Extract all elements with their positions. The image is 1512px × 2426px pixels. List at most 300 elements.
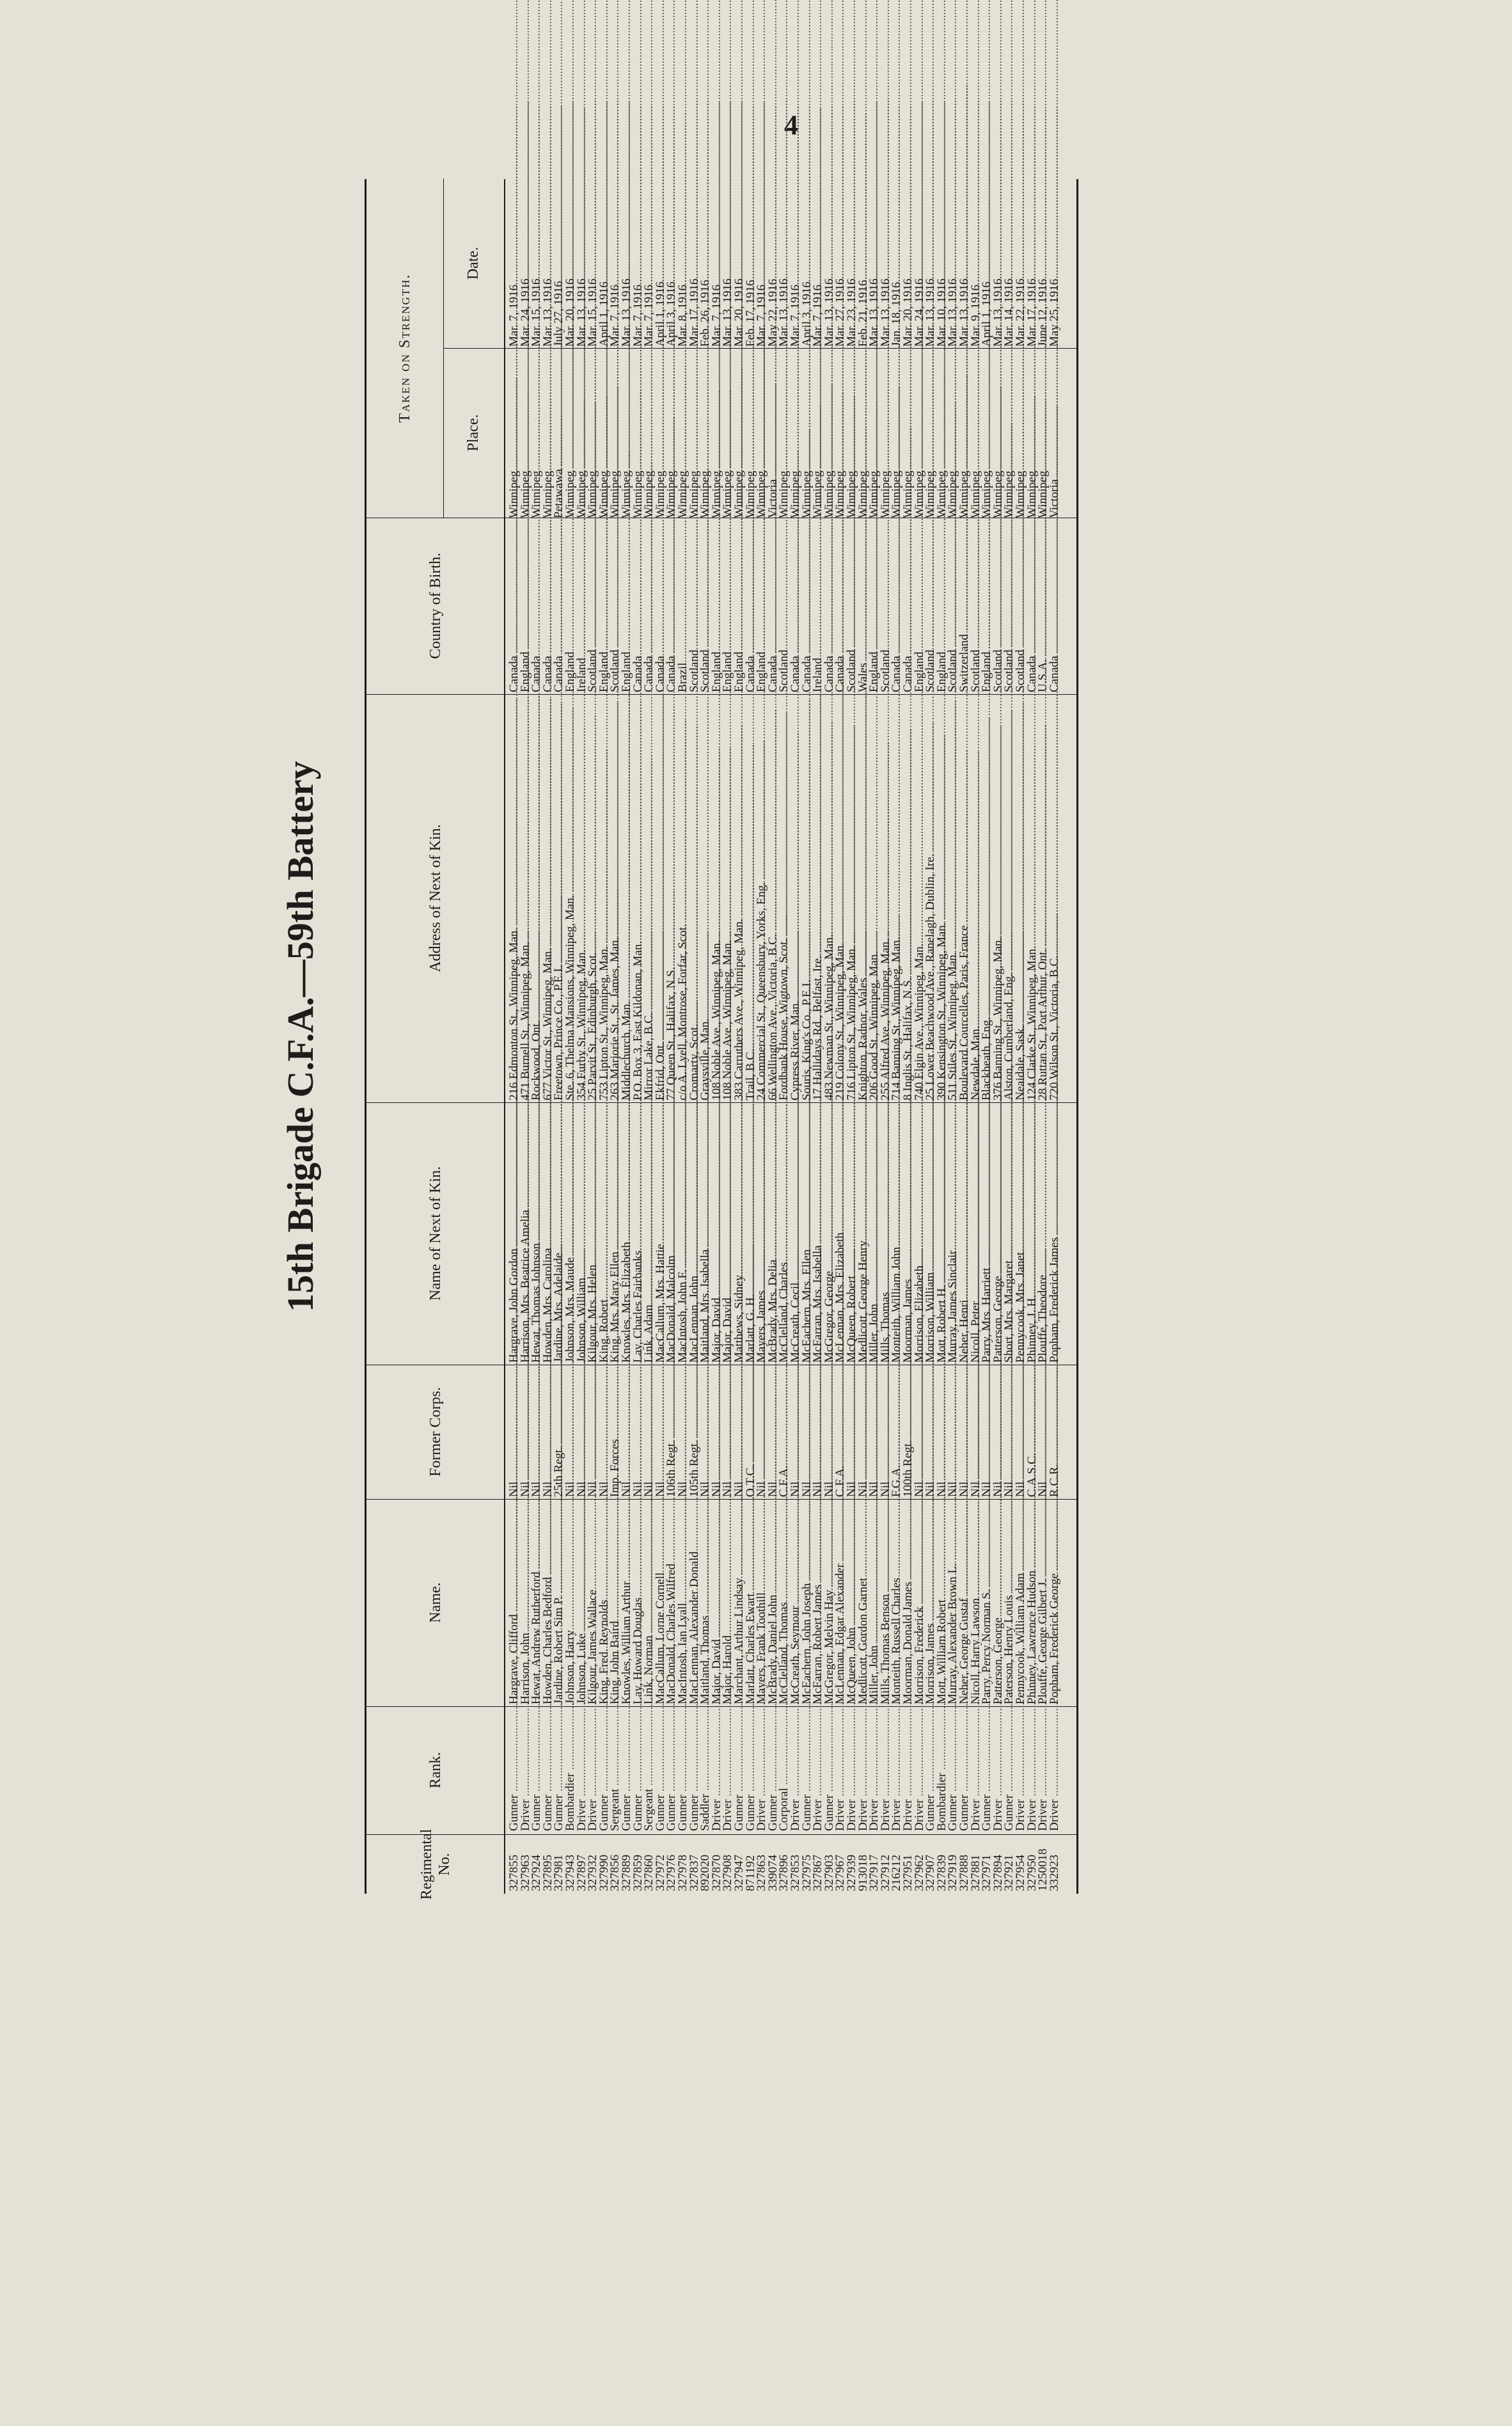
cell-rank: Driver ..... [1050, 1709, 1060, 1831]
cell-place: Winnipeg ..... [948, 353, 958, 518]
cell-former-corps: Nil ..... [847, 1368, 857, 1497]
cell-name: Neher, George Gustaf ..... [959, 1502, 970, 1704]
cell-next-of-kin-name: Moorman, James ..... [903, 1106, 913, 1363]
cell-regimental-no: 327863 [755, 1855, 769, 1891]
cell-name: Kilgour, James Wallace ..... [588, 1502, 598, 1704]
cell-country-of-birth: Canada ..... [644, 523, 654, 692]
cell-date: April 3, 1916 [799, 281, 814, 347]
page-title: 15th Brigade C.F.A.—59th Battery [280, 761, 321, 1312]
cell-next-of-kin-name: Neher, Henri ..... [959, 1106, 970, 1363]
cell-former-corps: Nil ..... [824, 1368, 835, 1497]
cell-former-corps: Nil ..... [565, 1368, 576, 1497]
cell-date: Mar. 13, 1916 [777, 278, 791, 347]
table-row [1027, 179, 1037, 1894]
cell-regimental-no: 327962 [912, 1855, 926, 1891]
cell-rank: Driver ..... [712, 1709, 722, 1831]
cell-country-of-birth: Scotland ..... [881, 523, 891, 692]
cell-country-of-birth: Brazil ..... [678, 523, 688, 692]
table-row [959, 179, 970, 1894]
cell-date: Mar. 27, 1916 [833, 278, 847, 347]
header-regimental-no: Regimental No. [418, 1828, 453, 1900]
cell-next-of-kin-name: Medlicott, George Henry ..... [858, 1106, 869, 1363]
table-row [700, 179, 711, 1894]
cell-next-of-kin-name: King, Mrs. Mary Ellen ..... [610, 1106, 620, 1363]
header-place: Place. [443, 348, 504, 518]
table-row [1004, 179, 1014, 1894]
cell-rank: Driver ..... [869, 1709, 879, 1831]
cell-country-of-birth: Scotland ..... [971, 523, 981, 692]
table-row [847, 179, 857, 1894]
cell-regimental-no: 913018 [856, 1855, 870, 1891]
cell-rank: Driver ..... [577, 1709, 587, 1831]
cell-rank: Saddler ..... [700, 1709, 711, 1831]
cell-regimental-no: 327856 [608, 1855, 622, 1891]
cell-date: Mar. 7, 1916 [811, 284, 825, 347]
cell-rank: Gunner ..... [633, 1709, 643, 1831]
cell-next-of-kin-address: 740 Elgin Ave., Winnipeg, Man. ..... [915, 697, 925, 1100]
cell-place: Winnipeg ..... [847, 353, 857, 518]
table-row [948, 179, 958, 1894]
cell-former-corps: Nil ..... [959, 1368, 970, 1497]
cell-name: MacLennan, Alexander Donald ..... [689, 1502, 700, 1704]
cell-next-of-kin-address: 108 Noble Ave., Winnipeg, Man. ..... [712, 697, 722, 1100]
cell-former-corps: Nil ..... [993, 1368, 1004, 1497]
table-row [588, 179, 598, 1894]
cell-next-of-kin-address: 108 Noble Ave., Winnipeg, Man. ..... [723, 697, 733, 1100]
cell-country-of-birth: Scotland ..... [1004, 523, 1014, 692]
cell-name: Popham, Frederick George ..... [1050, 1502, 1060, 1704]
cell-regimental-no: 327951 [901, 1855, 915, 1891]
cell-former-corps: Nil ..... [813, 1368, 823, 1497]
cell-country-of-birth: Canada ..... [666, 523, 677, 692]
cell-next-of-kin-address: Fordbank House, Wigtown, Scot. ..... [779, 697, 789, 1100]
cell-place: Winnipeg ..... [532, 353, 542, 518]
cell-regimental-no: 216212 [890, 1855, 904, 1891]
cell-next-of-kin-address: 720 Wilson St., Victoria, B.C. ..... [1050, 697, 1060, 1100]
cell-rank: Driver ..... [892, 1709, 902, 1831]
cell-place: Winnipeg ..... [678, 353, 688, 518]
table-row [689, 179, 700, 1894]
cell-place: Winnipeg ..... [1038, 353, 1048, 518]
header-next-of-kin-address: Address of Next of Kin. [366, 694, 504, 1103]
cell-rank: Gunner ..... [599, 1709, 610, 1831]
cell-next-of-kin-address: Trail, B.C. ..... [746, 697, 756, 1100]
cell-next-of-kin-name: Major, David ..... [723, 1106, 733, 1363]
cell-name: McGregor, Melvin Hay ..... [824, 1502, 835, 1704]
cell-place: Winnipeg ..... [599, 353, 610, 518]
rotated-register [269, 179, 1087, 1900]
cell-former-corps: Nil ..... [712, 1368, 722, 1497]
cell-regimental-no: 327907 [924, 1855, 938, 1891]
cell-former-corps: 25th Regt. ..... [554, 1368, 564, 1497]
cell-rank: Corporal ..... [779, 1709, 789, 1831]
cell-regimental-no: 327921 [1002, 1855, 1016, 1891]
cell-next-of-kin-address: 354 Furby St., Winnipeg, Man. ..... [577, 697, 587, 1100]
cell-name: McCreath, Seymour ..... [791, 1502, 801, 1704]
header-country-of-birth: Country of Birth. [366, 518, 504, 695]
cell-country-of-birth: Canada ..... [768, 523, 778, 692]
cell-regimental-no: 327837 [687, 1855, 701, 1891]
cell-country-of-birth: Canada ..... [554, 523, 564, 692]
cell-place: Winnipeg ..... [971, 353, 981, 518]
table-row [892, 179, 902, 1894]
cell-next-of-kin-name: Morrison, William ..... [925, 1106, 936, 1363]
cell-country-of-birth: England ..... [982, 523, 992, 692]
table-row [565, 179, 576, 1894]
cell-former-corps: Nil ..... [723, 1368, 733, 1497]
cell-regimental-no: 327917 [867, 1855, 881, 1891]
table-row [599, 179, 610, 1894]
cell-date: July 27, 1916 [552, 281, 566, 347]
cell-rank: Gunner ..... [824, 1709, 835, 1831]
cell-regimental-no: 1250018 [1036, 1848, 1050, 1891]
cell-date: Mar. 7, 1916 [631, 284, 645, 347]
cell-name: Medlicott, Gordon Garnet ..... [858, 1502, 869, 1704]
table-row [709, 179, 723, 1894]
cell-country-of-birth: Canada ..... [1027, 523, 1037, 692]
cell-next-of-kin-name: Kilgour, Mrs. Helen ..... [588, 1106, 598, 1363]
cell-next-of-kin-address: Ste. 6, Thelma Mansions, Winnipeg, Man. ..... [565, 697, 576, 1100]
cell-date: Mar. 7, 1916 [755, 284, 769, 347]
cell-place: Winnipeg ..... [1016, 353, 1026, 518]
cell-former-corps: Nil ..... [509, 1368, 519, 1497]
cell-next-of-kin-address: 28 Ruttan St., Port Arthur, Ont. ..... [1038, 697, 1048, 1100]
cell-date: Mar. 13, 1916 [991, 278, 1005, 347]
cell-name: Monteith, Russell Charles ..... [892, 1502, 902, 1704]
cell-rank: Driver ..... [971, 1709, 981, 1831]
cell-former-corps: Nil ..... [532, 1368, 542, 1497]
cell-name: MacIntosh, Ian Lyall ..... [678, 1502, 688, 1704]
cell-country-of-birth: Wales ..... [858, 523, 869, 692]
cell-regimental-no: 327888 [957, 1855, 971, 1891]
cell-country-of-birth: Scotland ..... [847, 523, 857, 692]
cell-former-corps: Nil ..... [1004, 1368, 1014, 1497]
cell-former-corps: Nil ..... [656, 1368, 666, 1497]
cell-next-of-kin-name: Nicoll, Peter ..... [971, 1106, 981, 1363]
cell-former-corps: Nil ..... [757, 1368, 767, 1497]
cell-regimental-no: 327954 [1014, 1855, 1027, 1891]
cell-date: Mar. 8, 1916 [676, 284, 689, 347]
cell-place: Winnipeg ..... [791, 353, 801, 518]
cell-former-corps: Nil ..... [768, 1368, 778, 1497]
cell-date: Mar. 15, 1916 [530, 278, 544, 347]
cell-next-of-kin-address: 24 Commercial St., Queensbury, Yorks, Eng. ..... [757, 697, 767, 1100]
header-taken-on-strength: Taken on Strength. [366, 178, 444, 518]
cell-name: Marlatt, Charles Ewart ..... [746, 1502, 756, 1704]
cell-place: Winnipeg ..... [565, 353, 576, 518]
cell-name: Johnson, Luke ..... [577, 1502, 587, 1704]
cell-place: Winnipeg ..... [993, 353, 1004, 518]
cell-former-corps: Nil ..... [948, 1368, 958, 1497]
cell-place: Winnipeg ..... [892, 353, 902, 518]
table-row [858, 179, 869, 1894]
cell-place: Winnipeg ..... [723, 353, 733, 518]
cell-name: MacCallum, Lorne Cornell ..... [656, 1502, 666, 1704]
table-row [574, 179, 588, 1894]
cell-next-of-kin-address: 716 Lipton St., Winnipeg, Man. ..... [847, 697, 857, 1100]
table-row [723, 179, 733, 1894]
cell-next-of-kin-address: Knighton, Radnor, Wales ..... [858, 697, 869, 1100]
cell-next-of-kin-name: Howden, Mrs. Carolina ..... [543, 1106, 553, 1363]
cell-name: Morrison, James ..... [925, 1502, 936, 1704]
table-row [779, 179, 789, 1894]
cell-next-of-kin-name: Murray, James Sinclair ..... [948, 1106, 958, 1363]
cell-next-of-kin-name: Mott, Robert H. ..... [937, 1106, 947, 1363]
cell-date: April 1, 1916 [597, 281, 611, 347]
table-row [666, 179, 677, 1894]
cell-date: Mar. 13, 1916 [540, 278, 555, 347]
cell-country-of-birth: Scotland ..... [779, 523, 789, 692]
cell-next-of-kin-address: 511 Stiles St., Winnipeg, Man. ..... [948, 697, 958, 1100]
cell-place: Victoria ..... [1050, 353, 1060, 518]
cell-former-corps: Nil ..... [678, 1368, 688, 1497]
cell-next-of-kin-name: McFarran, Mrs. Isabella ..... [813, 1106, 823, 1363]
cell-former-corps: 106th Regt. ..... [666, 1368, 677, 1497]
cell-next-of-kin-name: Johnson, William ..... [577, 1106, 587, 1363]
cell-country-of-birth: Ireland ..... [813, 523, 823, 692]
cell-rank: Gunner ..... [768, 1709, 778, 1831]
cell-country-of-birth: Scotland ..... [1016, 523, 1026, 692]
cell-name: Link, Norman ..... [644, 1502, 654, 1704]
cell-rank: Driver ..... [835, 1709, 846, 1831]
cell-place: Winnipeg ..... [734, 353, 744, 518]
table-row [532, 179, 542, 1894]
cell-place: Winnipeg ..... [915, 353, 925, 518]
cell-place: Petawawa ..... [554, 353, 564, 518]
cell-regimental-no: 327894 [991, 1855, 1005, 1891]
table-row [903, 179, 913, 1894]
cell-rank: Gunner ..... [689, 1709, 700, 1831]
cell-next-of-kin-address: 206 Good St., Winnipeg, Man. ..... [869, 697, 879, 1100]
cell-rank: Sergeant ..... [610, 1709, 620, 1831]
cell-rank: Gunner ..... [678, 1709, 688, 1831]
table-row [757, 179, 767, 1894]
cell-regimental-no: 327950 [1025, 1855, 1039, 1891]
table-row [622, 179, 632, 1894]
cell-next-of-kin-name: Phinney, J. H. ..... [1027, 1106, 1037, 1363]
table-row [768, 179, 778, 1894]
cell-regimental-no: 327976 [665, 1855, 679, 1891]
cell-country-of-birth: Scotland ..... [948, 523, 958, 692]
cell-country-of-birth: Ireland ..... [577, 523, 587, 692]
cell-date: Mar. 7, 1916 [642, 284, 656, 347]
cell-next-of-kin-address: 17 Hallidays Rd., Belfast, Ire. ..... [813, 697, 823, 1100]
cell-next-of-kin-name: Maitland, Mrs. Isabella ..... [700, 1106, 711, 1363]
cell-place: Winnipeg ..... [712, 353, 722, 518]
cell-country-of-birth: Canada ..... [824, 523, 835, 692]
cell-next-of-kin-name: Marlatt, G. H. ..... [746, 1106, 756, 1363]
cell-name: McLennan, Edgar Alexander ..... [835, 1502, 846, 1704]
cell-rank: Gunner ..... [532, 1709, 542, 1831]
cell-former-corps: Nil ..... [937, 1368, 947, 1497]
cell-next-of-kin-name: Hargrave, John Gordon ..... [509, 1106, 519, 1363]
cell-country-of-birth: Scotland ..... [588, 523, 598, 692]
cell-regimental-no: 327903 [822, 1855, 836, 1891]
cell-regimental-no: 327990 [597, 1855, 611, 1891]
cell-country-of-birth: Canada ..... [509, 523, 519, 692]
cell-next-of-kin-name: Mayers, James ..... [757, 1106, 767, 1363]
cell-next-of-kin-name: Lay, Charles Fairbanks ..... [633, 1106, 643, 1363]
cell-rank: Driver ..... [791, 1709, 801, 1831]
cell-next-of-kin-name: Popham, Frederick James ..... [1050, 1106, 1060, 1363]
table-body [504, 179, 1076, 1894]
cell-next-of-kin-name: MacDonald, Malcolm ..... [666, 1106, 677, 1363]
cell-date: Mar. 10, 1916 [934, 278, 949, 347]
cell-next-of-kin-address: 376 Banning St., Winnipeg, Man. ..... [993, 697, 1004, 1100]
table-header [366, 179, 505, 1900]
cell-place: Winnipeg ..... [1027, 353, 1037, 518]
cell-former-corps: 100th Regt. ..... [903, 1368, 913, 1497]
cell-next-of-kin-name: Matthews, Sidney ..... [734, 1106, 744, 1363]
cell-place: Winnipeg ..... [903, 353, 913, 518]
cell-next-of-kin-address: Middlechurch, Man. ..... [622, 697, 632, 1100]
cell-next-of-kin-name: Patterson, George ..... [993, 1106, 1004, 1363]
cell-place: Winnipeg ..... [622, 353, 632, 518]
cell-next-of-kin-address: P.O. Box 3, East Kildonan, Man. ..... [633, 697, 643, 1100]
cell-date: Mar. 15, 1916 [586, 278, 600, 347]
cell-date: Mar. 9, 1916 [968, 284, 982, 347]
cell-rank: Driver ..... [588, 1709, 598, 1831]
cell-name: Morrison, Frederick ..... [915, 1502, 925, 1704]
table-row [968, 179, 982, 1894]
cell-next-of-kin-address: Graysville, Man. ..... [700, 697, 711, 1100]
cell-name: Parry, Percy Norman S. ..... [982, 1502, 992, 1704]
cell-next-of-kin-address: 390 Kensington St., Winnipeg, Man. ..... [937, 697, 947, 1100]
cell-next-of-kin-name: McGregor, George ..... [824, 1106, 835, 1363]
cell-place: Winnipeg ..... [959, 353, 970, 518]
cell-date: Mar. 24, 1916 [518, 278, 532, 347]
cell-place: Winnipeg ..... [577, 353, 587, 518]
cell-former-corps: C.F.A. ..... [779, 1368, 789, 1497]
nominal-roll-table [365, 179, 1078, 1900]
table-row [925, 179, 936, 1894]
cell-rank: Driver ..... [1027, 1709, 1037, 1831]
cell-next-of-kin-address: c/o A. Lyell, Montrose, Forfar, Scot. ..... [678, 697, 688, 1100]
cell-next-of-kin-address: 25 Lower Beachwood Ave., Ranelagh, Dublin, Ire. ..... [925, 697, 936, 1100]
cell-place: Winnipeg ..... [543, 353, 553, 518]
cell-place: Winnipeg ..... [1004, 353, 1014, 518]
cell-rank: Gunner ..... [543, 1709, 553, 1831]
cell-former-corps: Nil ..... [802, 1368, 812, 1497]
cell-next-of-kin-name: Short, Mrs. Margaret ..... [1004, 1106, 1014, 1363]
cell-place: Winnipeg ..... [835, 353, 846, 518]
table-row [982, 179, 992, 1894]
cell-regimental-no: 327919 [946, 1855, 960, 1891]
cell-name: Phinney, Lawrence Hudson ..... [1027, 1502, 1037, 1704]
cell-date: Mar. 20, 1916 [563, 278, 577, 347]
cell-place: Winnipeg ..... [633, 353, 643, 518]
cell-next-of-kin-address: Mirror Lake, B.C. ..... [644, 697, 654, 1100]
cell-country-of-birth: Switzerland ..... [959, 523, 970, 692]
cell-regimental-no: 332923 [1047, 1855, 1061, 1891]
cell-place: Winnipeg ..... [824, 353, 835, 518]
cell-former-corps: Nil ..... [915, 1368, 925, 1497]
cell-regimental-no: 327860 [642, 1855, 656, 1891]
header-name: Name. [366, 1499, 504, 1707]
cell-regimental-no: 339074 [766, 1855, 780, 1891]
cell-former-corps: Nil ..... [925, 1368, 936, 1497]
cell-next-of-kin-address: 677 Victor St., Winnipeg, Man. ..... [543, 697, 553, 1100]
cell-place: Winnipeg ..... [802, 353, 812, 518]
cell-next-of-kin-name: Plouffe, Theodore ..... [1038, 1106, 1048, 1363]
cell-former-corps: Imp. Forces ..... [610, 1368, 620, 1497]
cell-place: Winnipeg ..... [982, 353, 992, 518]
table-row [644, 179, 654, 1894]
cell-former-corps: 105th Regt. ..... [689, 1368, 700, 1497]
cell-next-of-kin-address: 66 Wellington Ave., Victoria, B.C. ..... [768, 697, 778, 1100]
cell-next-of-kin-address: Newdale, Man. ..... [971, 697, 981, 1100]
cell-country-of-birth: Scotland ..... [610, 523, 620, 692]
cell-date: April 3, 1916 [665, 281, 679, 347]
cell-former-corps: Nil ..... [521, 1368, 531, 1497]
table-row [791, 179, 801, 1894]
cell-rank: Gunner ..... [622, 1709, 632, 1831]
cell-next-of-kin-name: McBrady, Mrs. Delia ..... [768, 1106, 778, 1363]
cell-next-of-kin-address: 216 Edmonton St., Winnipeg, Man. ..... [509, 697, 519, 1100]
cell-former-corps: Nil ..... [791, 1368, 801, 1497]
cell-date: Feb. 26, 1916 [698, 280, 713, 347]
table-row [934, 179, 949, 1894]
cell-rank: Gunner ..... [509, 1709, 519, 1831]
cell-former-corps: Nil ..... [599, 1368, 610, 1497]
cell-next-of-kin-name: MacLennan, John ..... [689, 1106, 700, 1363]
cell-date: Mar. 17, 1916 [687, 278, 701, 347]
cell-country-of-birth: U.S.A. ..... [1038, 523, 1048, 692]
cell-next-of-kin-address: 714 Banning St., Winnipeg, Man. ..... [892, 697, 902, 1100]
cell-name: McBrady, Daniel John ..... [768, 1502, 778, 1704]
cell-next-of-kin-name: McClelland, Charles ..... [779, 1106, 789, 1363]
cell-place: Winnipeg ..... [858, 353, 869, 518]
cell-rank: Driver ..... [993, 1709, 1004, 1831]
cell-place: Winnipeg ..... [779, 353, 789, 518]
cell-next-of-kin-address: Ekfrid, Ont. ..... [656, 697, 666, 1100]
cell-name: Howden, Charles Bedford ..... [543, 1502, 553, 1704]
table-row [993, 179, 1004, 1894]
table-row [743, 179, 757, 1894]
cell-country-of-birth: Scotland ..... [993, 523, 1004, 692]
cell-date: Mar. 20, 1916 [732, 278, 746, 347]
cell-date: April 1, 1916 [653, 281, 667, 347]
cell-former-corps: Nil ..... [881, 1368, 891, 1497]
cell-rank: Gunner ..... [1004, 1709, 1014, 1831]
cell-regimental-no: 327971 [980, 1855, 994, 1891]
cell-next-of-kin-address: 8 Inglis St., Halifax, N.S. ..... [903, 697, 913, 1100]
cell-date: Mar. 20, 1916 [901, 278, 915, 347]
table-row [869, 179, 879, 1894]
cell-former-corps: Nil ..... [858, 1368, 869, 1497]
cell-next-of-kin-name: Mills, Thomas ..... [881, 1106, 891, 1363]
cell-place: Winnipeg ..... [689, 353, 700, 518]
cell-date: Mar. 13, 1916 [946, 278, 960, 347]
cell-name: King, Fred. Reynolds ..... [599, 1502, 610, 1704]
cell-regimental-no: 327981 [552, 1855, 566, 1891]
cell-regimental-no: 327967 [833, 1855, 847, 1891]
cell-next-of-kin-address: Cromarty, Scot. ..... [689, 697, 700, 1100]
cell-place: Winnipeg ..... [509, 353, 519, 518]
cell-country-of-birth: England ..... [622, 523, 632, 692]
cell-rank: Gunner ..... [948, 1709, 958, 1831]
header-rank: Rank. [366, 1706, 504, 1835]
cell-country-of-birth: Canada ..... [791, 523, 801, 692]
cell-place: Winnipeg ..... [813, 353, 823, 518]
cell-regimental-no: 327855 [507, 1855, 521, 1891]
table-row [835, 179, 846, 1894]
cell-name: Harrison, John ..... [521, 1502, 531, 1704]
cell-country-of-birth: England ..... [723, 523, 733, 692]
cell-name: McQueen, John ..... [847, 1502, 857, 1704]
cell-country-of-birth: Canada ..... [835, 523, 846, 692]
cell-name: Major, David ..... [712, 1502, 722, 1704]
